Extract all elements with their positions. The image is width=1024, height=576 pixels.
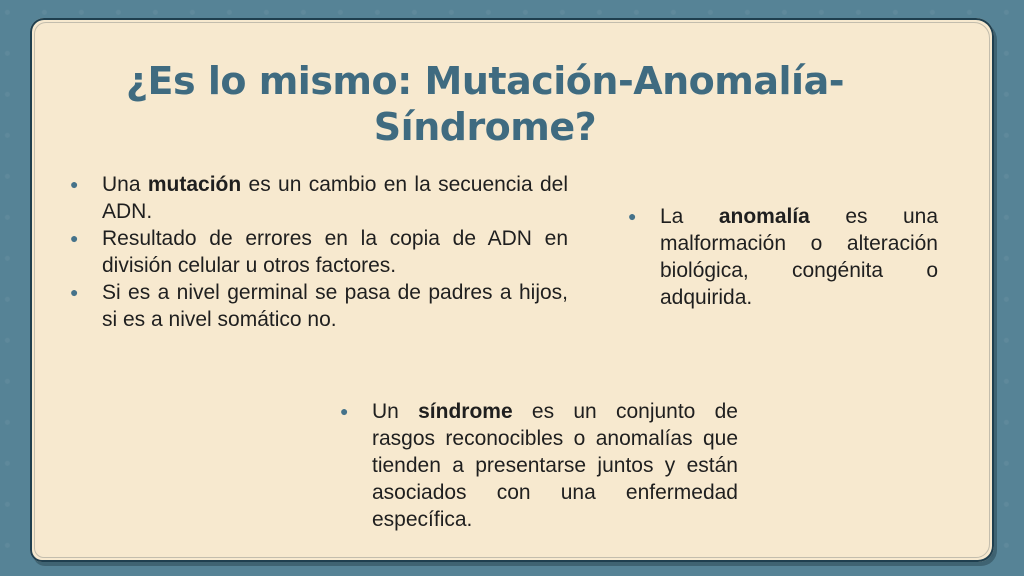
term-anomalia: anomalía [718, 205, 810, 228]
item-text-pre: Una [102, 173, 148, 196]
bullet-icon: ● [340, 403, 349, 419]
item-text-post: es una malformación o alteración biológica, congénita o adquirida. [660, 205, 939, 309]
term-sindrome: síndrome [418, 400, 513, 423]
item-text: Si es a nivel germinal se pasa de padres a hijos, si es a nivel somático no. [102, 281, 568, 331]
item-text-pre: Un [372, 400, 419, 423]
list-item-mutation-inheritance [66, 279, 568, 333]
item-text: Resultado de errores en la copia de ADN en división celular u otros factores. [102, 227, 568, 277]
bullet-icon: ● [70, 230, 79, 246]
item-text-post: es un conjunto de rasgos reconocibles o anomalías que tienden a presentarse juntos y están asociados con una enfermedad específica. [372, 400, 738, 531]
anomaly-bullet-list [624, 203, 938, 311]
list-item-mutation-cause [66, 225, 568, 279]
item-text-pre: La [660, 205, 719, 228]
list-item-anomaly-definition [624, 203, 938, 311]
syndrome-bullet-list [336, 398, 738, 533]
term-mutacion: mutación [147, 173, 242, 196]
list-item-syndrome-definition [336, 398, 738, 533]
bullet-icon: ● [628, 208, 637, 224]
list-item-mutation-definition [66, 171, 568, 225]
slide-title: ¿Es lo mismo: Mutación-Anomalía-Síndrome? [125, 59, 844, 149]
mutation-bullet-list [66, 171, 568, 333]
bullet-icon: ● [70, 176, 79, 192]
bullet-icon: ● [70, 284, 79, 300]
item-text-post: es un cambio en la secuencia del ADN. [102, 173, 568, 223]
